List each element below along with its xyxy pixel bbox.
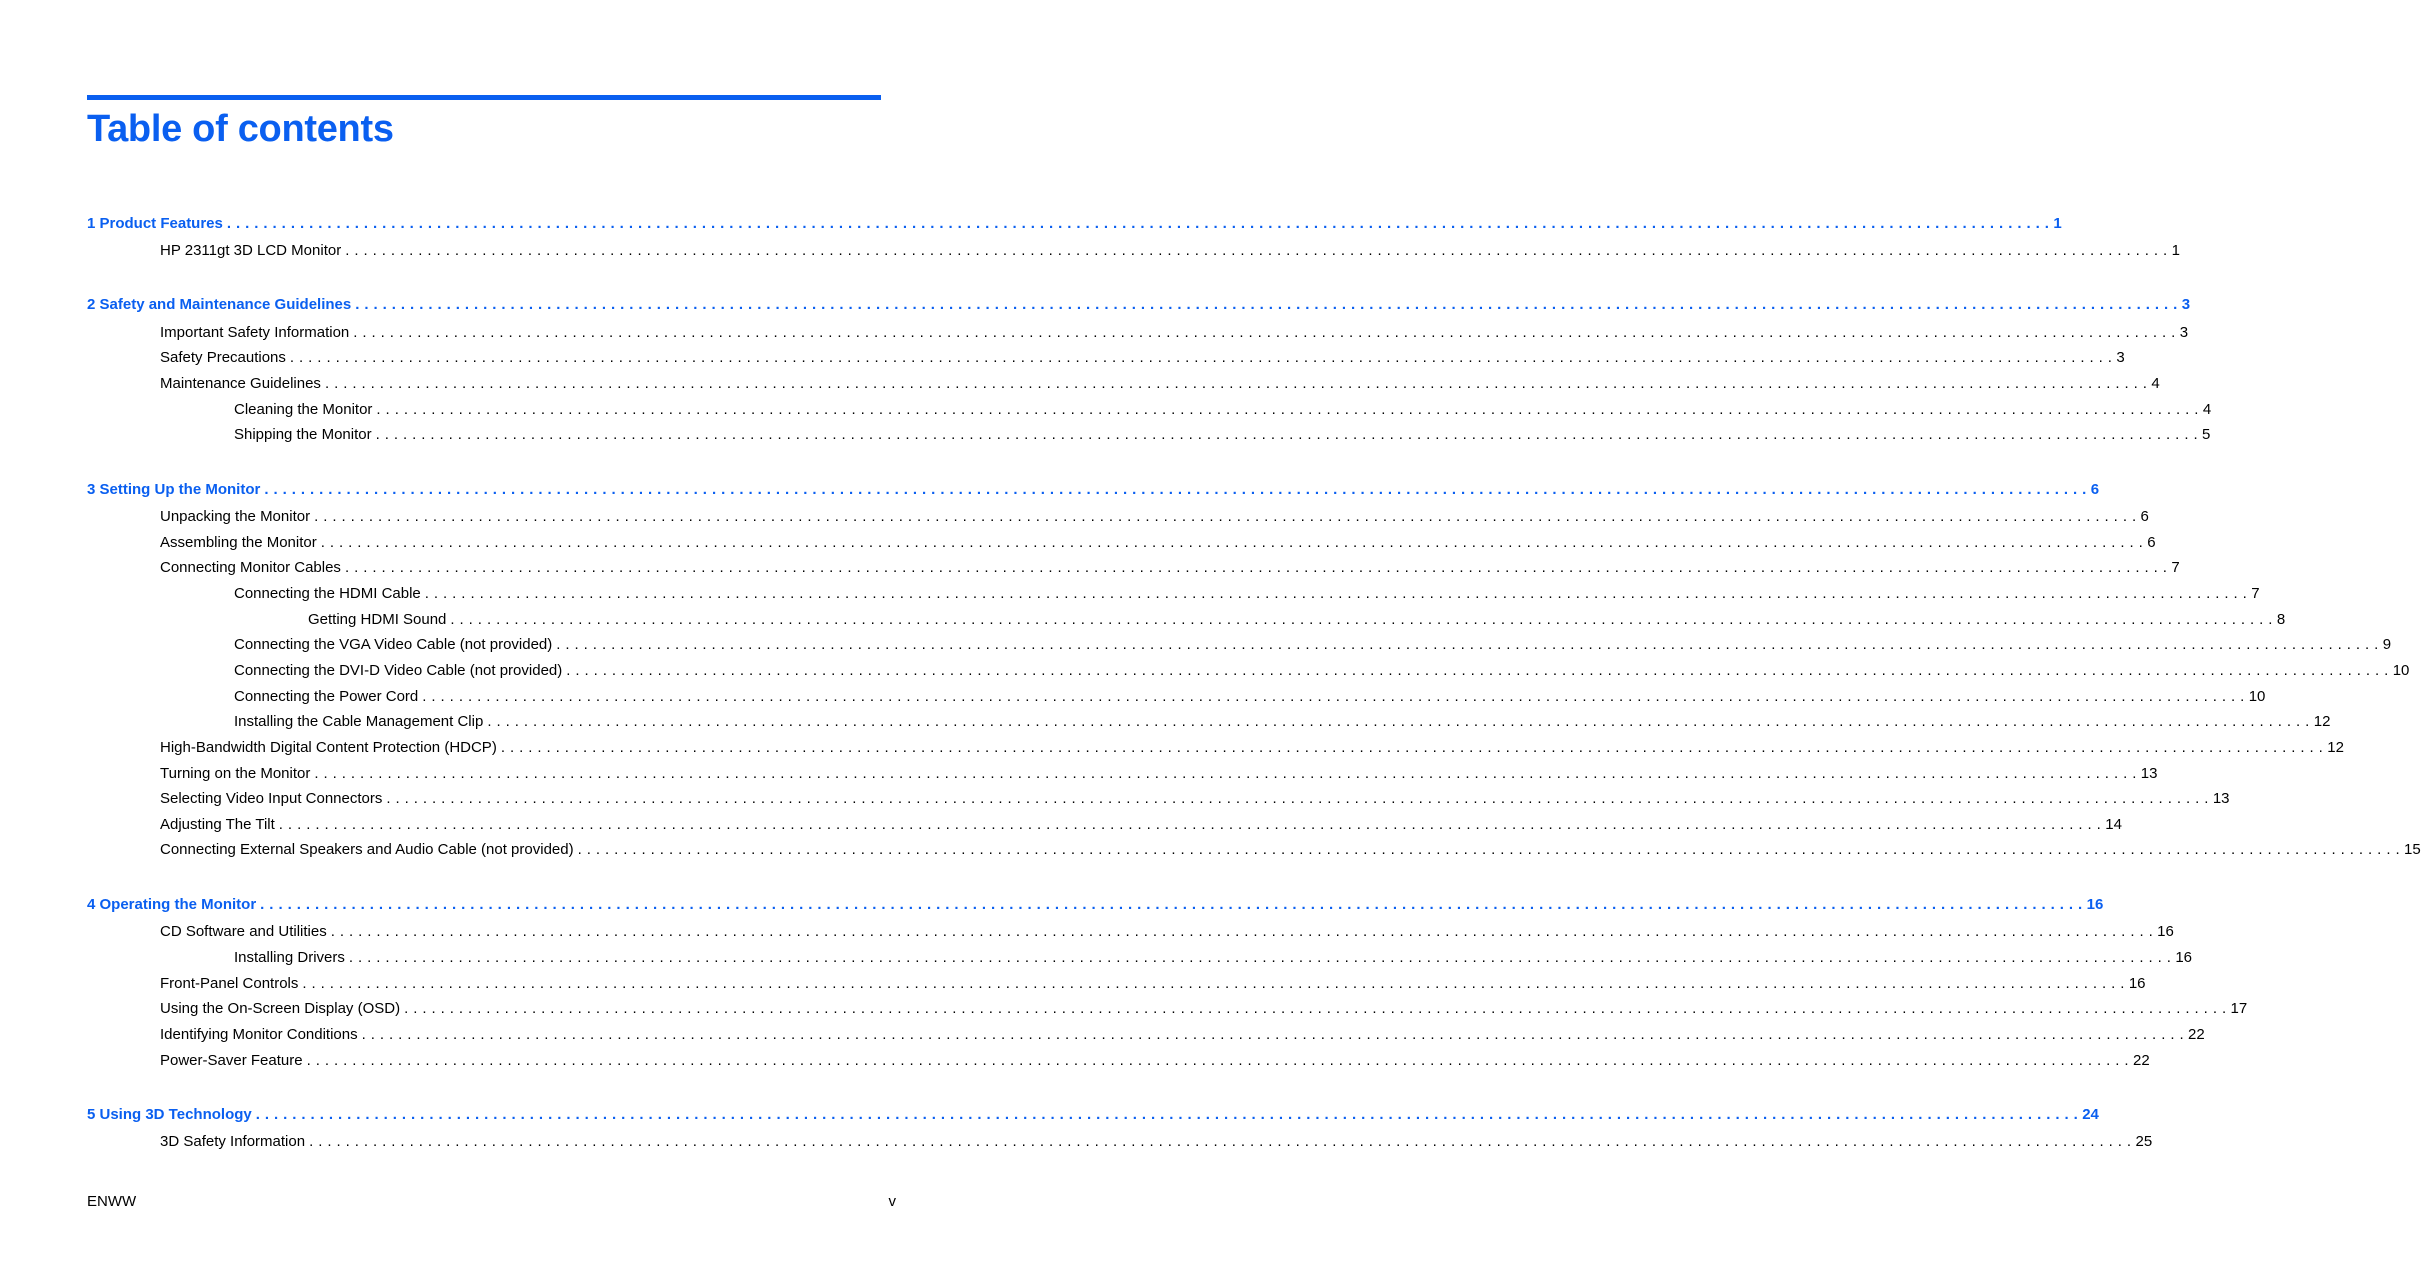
- dot-leader: . . . . . . . . . . . . . . . . . . . . . . . . . . . . . . . . . . . . . . . . . . . . . . . . . . . . . . . . . . . . . . . . . . . . . . . . . . . . . . . . . . . . . . . . . . . . . . . . . . . . . . . . . . . . . . . . . . . . . . . . . . . . . . . . . . . . . . . . . . . . . . . . . . . . . . . . . . . . . . . . . . . . . . . . . . . . . . . . . . . . . . . . . . . . . . . . . . . . . . . .: [353, 324, 2176, 341]
- toc-page-number: 12: [2313, 713, 2331, 730]
- dot-leader: . . . . . . . . . . . . . . . . . . . . . . . . . . . . . . . . . . . . . . . . . . . . . . . . . . . . . . . . . . . . . . . . . . . . . . . . . . . . . . . . . . . . . . . . . . . . . . . . . . . . . . . . . . . . . . . . . . . . . . . . . . . . . . . . . . . . . . . . . . . . . . . . . . . . . . . . . . . . . . . . . . . . . . . . . . . . . . . . . . . . . . . . . . . . . . . . . . . . . . . .: [255, 1106, 2079, 1123]
- toc-entry-label: Connecting External Speakers and Audio Cable (not provided): [160, 841, 574, 858]
- toc-chapter-link[interactable]: [87, 294, 2191, 316]
- dot-leader: . . . . . . . . . . . . . . . . . . . . . . . . . . . . . . . . . . . . . . . . . . . . . . . . . . . . . . . . . . . . . . . . . . . . . . . . . . . . . . . . . . . . . . . . . . . . . . . . . . . . . . . . . . . . . . . . . . . . . . . . . . . . . . . . . . . . . . . . . . . . . . . . . . . . . . . . . . . . . . . . . . . . . . . . . . . . . . . . . . . . . . . . . . . . . . . . . . . . . . . .: [289, 349, 2113, 366]
- toc-entry-label: CD Software and Utilities: [160, 923, 327, 940]
- toc-entry-label: Power-Saver Feature: [160, 1052, 303, 1069]
- toc-entry-link[interactable]: [234, 686, 2266, 708]
- toc-page-number: 6: [2140, 508, 2149, 525]
- toc-entry-label: Connecting the VGA Video Cable (not provided): [234, 636, 553, 653]
- toc-entry-label: Safety Precautions: [160, 349, 286, 366]
- dot-leader: . . . . . . . . . . . . . . . . . . . . . . . . . . . . . . . . . . . . . . . . . . . . . . . . . . . . . . . . . . . . . . . . . . . . . . . . . . . . . . . . . . . . . . . . . . . . . . . . . . . . . . . . . . . . . . . . . . . . . . . . . . . . . . . . . . . . . . . . . . . . . . . . . . . . . . . . . . . . . . . . . . . . . . . . . . . . . . . . . . . . . . . . . . . . . . . . . . . . . . . .: [309, 1133, 2132, 1150]
- toc-entry-link[interactable]: [160, 240, 2180, 262]
- toc-entry-link[interactable]: [234, 399, 2212, 421]
- dot-leader: . . . . . . . . . . . . . . . . . . . . . . . . . . . . . . . . . . . . . . . . . . . . . . . . . . . . . . . . . . . . . . . . . . . . . . . . . . . . . . . . . . . . . . . . . . . . . . . . . . . . . . . . . . . . . . . . . . . . . . . . . . . . . . . . . . . . . . . . . . . . . . . . . . . . . . . . . . . . . . . . . . . . . . . . . . . . . . . . . . . . . . . . . . . . . . . . . . . . . . . .: [386, 790, 2209, 807]
- toc-page-number: 6: [2147, 534, 2156, 551]
- toc-page-number: 12: [2327, 739, 2344, 756]
- toc-page-number: 4: [2151, 375, 2160, 392]
- dot-leader: . . . . . . . . . . . . . . . . . . . . . . . . . . . . . . . . . . . . . . . . . . . . . . . . . . . . . . . . . . . . . . . . . . . . . . . . . . . . . . . . . . . . . . . . . . . . . . . . . . . . . . . . . . . . . . . . . . . . . . . . . . . . . . . . . . . . . . . . . . . . . . . . . . . . . . . . . . . . . . . . . . . . . . . . . . . . . . . . . . . . . . . . . . . . . . . . . . . . . . . .: [566, 662, 2389, 679]
- toc-page-number: 16: [2175, 949, 2192, 966]
- dot-leader: . . . . . . . . . . . . . . . . . . . . . . . . . . . . . . . . . . . . . . . . . . . . . . . . . . . . . . . . . . . . . . . . . . . . . . . . . . . . . . . . . . . . . . . . . . . . . . . . . . . . . . . . . . . . . . . . . . . . . . . . . . . . . . . . . . . . . . . . . . . . . . . . . . . . . . . . . . . . . . . . . . . . . . . . . . . . . . . . . . . . . . . . . . . . . . . . . . . . . . . .: [355, 296, 2178, 313]
- toc-entry-link[interactable]: [160, 921, 2174, 943]
- toc-entry-label: Installing the Cable Management Clip: [234, 713, 484, 730]
- toc-entry-label: Connecting Monitor Cables: [160, 559, 341, 576]
- toc-entry-label: Connecting the DVI-D Video Cable (not provided): [234, 662, 563, 679]
- toc-chapter-link[interactable]: [87, 213, 2062, 235]
- toc-entry-link[interactable]: [160, 1024, 2205, 1046]
- toc-entry-label: Selecting Video Input Connectors: [160, 790, 383, 807]
- toc-page-number: 3: [2179, 324, 2189, 341]
- toc-entry-link[interactable]: [234, 711, 2331, 733]
- toc-page-number: 22: [2133, 1052, 2150, 1069]
- toc-page-number: 7: [2251, 585, 2260, 602]
- dot-leader: . . . . . . . . . . . . . . . . . . . . . . . . . . . . . . . . . . . . . . . . . . . . . . . . . . . . . . . . . . . . . . . . . . . . . . . . . . . . . . . . . . . . . . . . . . . . . . . . . . . . . . . . . . . . . . . . . . . . . . . . . . . . . . . . . . . . . . . . . . . . . . . . . . . . . . . . . . . . . . . . . . . . . . . . . . . . . . . . . . . . . . . . . . . . . . . . . . . . . . . .: [422, 688, 2245, 705]
- toc-entry-link[interactable]: [160, 788, 2230, 810]
- toc-entry-label: 3 Setting Up the Monitor: [87, 481, 261, 498]
- toc-entry-label: 3D Safety Information: [160, 1133, 306, 1150]
- toc-entry-label: Installing Drivers: [234, 949, 345, 966]
- dot-leader: . . . . . . . . . . . . . . . . . . . . . . . . . . . . . . . . . . . . . . . . . . . . . . . . . . . . . . . . . . . . . . . . . . . . . . . . . . . . . . . . . . . . . . . . . . . . . . . . . . . . . . . . . . . . . . . . . . . . . . . . . . . . . . . . . . . . . . . . . . . . . . . . . . . . . . . . . . . . . . . . . . . . . . . . . . . . . . . . . . . . . . . . . . . . . . . . . . . . . . . .: [361, 1026, 2185, 1043]
- toc-entry-link[interactable]: [234, 583, 2260, 605]
- dot-leader: . . . . . . . . . . . . . . . . . . . . . . . . . . . . . . . . . . . . . . . . . . . . . . . . . . . . . . . . . . . . . . . . . . . . . . . . . . . . . . . . . . . . . . . . . . . . . . . . . . . . . . . . . . . . . . . . . . . . . . . . . . . . . . . . . . . . . . . . . . . . . . . . . . . . . . . . . . . . . . . . . . . . . . . . . . . . . . . . . . . . . . . . . . . . . . . . . . . . . . . .: [314, 508, 2137, 525]
- toc-page-number: 3: [2181, 296, 2191, 313]
- toc-chapter-link[interactable]: [87, 479, 2100, 501]
- toc-entry-link[interactable]: [234, 424, 2211, 446]
- dot-leader: . . . . . . . . . . . . . . . . . . . . . . . . . . . . . . . . . . . . . . . . . . . . . . . . . . . . . . . . . . . . . . . . . . . . . . . . . . . . . . . . . . . . . . . . . . . . . . . . . . . . . . . . . . . . . . . . . . . . . . . . . . . . . . . . . . . . . . . . . . . . . . . . . . . . . . . . . . . . . . . . . . . . . . . . . . . . . . . . . . . . . . . . . . . . . . . . . . . . . . . .: [450, 611, 2273, 628]
- dot-leader: . . . . . . . . . . . . . . . . . . . . . . . . . . . . . . . . . . . . . . . . . . . . . . . . . . . . . . . . . . . . . . . . . . . . . . . . . . . . . . . . . . . . . . . . . . . . . . . . . . . . . . . . . . . . . . . . . . . . . . . . . . . . . . . . . . . . . . . . . . . . . . . . . . . . . . . . . . . . . . . . . . . . . . . . . . . . . . . . . . . . . . . . . . . . . . . . . . . . . . . .: [264, 481, 2087, 498]
- toc-entry-label: Turning on the Monitor: [160, 765, 311, 782]
- toc-entry-link[interactable]: [160, 506, 2149, 528]
- toc-page-number: 7: [2171, 559, 2180, 576]
- toc-page-number: 16: [2086, 896, 2104, 913]
- dot-leader: . . . . . . . . . . . . . . . . . . . . . . . . . . . . . . . . . . . . . . . . . . . . . . . . . . . . . . . . . . . . . . . . . . . . . . . . . . . . . . . . . . . . . . . . . . . . . . . . . . . . . . . . . . . . . . . . . . . . . . . . . . . . . . . . . . . . . . . . . . . . . . . . . . . . . . . . . . . . . . . . . . . . . . . . . . . . . . . . . . . . . . . . . . . . . . . . . . . . . . . .: [306, 1052, 2129, 1069]
- toc-entry-link[interactable]: [308, 609, 2286, 631]
- toc-entry-label: Maintenance Guidelines: [160, 375, 321, 392]
- toc-page-number: 25: [2135, 1133, 2153, 1150]
- footer-left: ENWW: [87, 1193, 137, 1210]
- dot-leader: . . . . . . . . . . . . . . . . . . . . . . . . . . . . . . . . . . . . . . . . . . . . . . . . . . . . . . . . . . . . . . . . . . . . . . . . . . . . . . . . . . . . . . . . . . . . . . . . . . . . . . . . . . . . . . . . . . . . . . . . . . . . . . . . . . . . . . . . . . . . . . . . . . . . . . . . . . . . . . . . . . . . . . . . . . . . . . . . . . . . . . . . . . . . . . . . . . . . . . . .: [260, 896, 2083, 913]
- toc-entry-link[interactable]: [160, 373, 2160, 395]
- toc-entry-link[interactable]: [160, 347, 2125, 369]
- toc-chapter-link[interactable]: [87, 1104, 2099, 1126]
- toc-entry-label: High-Bandwidth Digital Content Protection (HDCP): [160, 739, 497, 756]
- toc-page-number: 14: [2105, 816, 2122, 833]
- dot-leader: . . . . . . . . . . . . . . . . . . . . . . . . . . . . . . . . . . . . . . . . . . . . . . . . . . . . . . . . . . . . . . . . . . . . . . . . . . . . . . . . . . . . . . . . . . . . . . . . . . . . . . . . . . . . . . . . . . . . . . . . . . . . . . . . . . . . . . . . . . . . . . . . . . . . . . . . . . . . . . . . . . . . . . . . . . . . . . . . . . . . . . . . . . . . . . . . . . . . . . . .: [376, 401, 2199, 418]
- toc-entry-link[interactable]: [160, 998, 2248, 1020]
- toc-page-number: 4: [2202, 401, 2212, 418]
- toc-entry-label: 1 Product Features: [87, 215, 223, 232]
- page-number: v: [888, 1193, 896, 1210]
- toc-page-number: 17: [2230, 1000, 2248, 1017]
- dot-leader: . . . . . . . . . . . . . . . . . . . . . . . . . . . . . . . . . . . . . . . . . . . . . . . . . . . . . . . . . . . . . . . . . . . . . . . . . . . . . . . . . . . . . . . . . . . . . . . . . . . . . . . . . . . . . . . . . . . . . . . . . . . . . . . . . . . . . . . . . . . . . . . . . . . . . . . . . . . . . . . . . . . . . . . . . . . . . . . . . . . . . . . . . . . . . . . . . . . . . . . .: [345, 242, 2168, 259]
- toc-entry-link[interactable]: [160, 1050, 2150, 1072]
- dot-leader: . . . . . . . . . . . . . . . . . . . . . . . . . . . . . . . . . . . . . . . . . . . . . . . . . . . . . . . . . . . . . . . . . . . . . . . . . . . . . . . . . . . . . . . . . . . . . . . . . . . . . . . . . . . . . . . . . . . . . . . . . . . . . . . . . . . . . . . . . . . . . . . . . . . . . . . . . . . . . . . . . . . . . . . . . . . . . . . . . . . . . . . . . . . . . . . . . . . . . . . .: [330, 923, 2154, 940]
- toc-entry-link[interactable]: [160, 973, 2146, 995]
- dot-leader: . . . . . . . . . . . . . . . . . . . . . . . . . . . . . . . . . . . . . . . . . . . . . . . . . . . . . . . . . . . . . . . . . . . . . . . . . . . . . . . . . . . . . . . . . . . . . . . . . . . . . . . . . . . . . . . . . . . . . . . . . . . . . . . . . . . . . . . . . . . . . . . . . . . . . . . . . . . . . . . . . . . . . . . . . . . . . . . . . . . . . . . . . . . . . . . . . . . . . . . .: [577, 841, 2401, 858]
- toc-entry-link[interactable]: [160, 737, 2344, 759]
- toc-entry-label: Important Safety Information: [160, 324, 350, 341]
- toc-entry-link[interactable]: [234, 947, 2192, 969]
- toc-page-number: 24: [2082, 1106, 2099, 1123]
- toc-page-number: 3: [2116, 349, 2125, 366]
- toc-entry-label: 4 Operating the Monitor: [87, 896, 257, 913]
- toc-entry-label: Identifying Monitor Conditions: [160, 1026, 358, 1043]
- toc-page-number: 5: [2202, 426, 2211, 443]
- toc-entry-link[interactable]: [234, 634, 2392, 656]
- toc-entry-link[interactable]: [160, 814, 2122, 836]
- toc-chapter-link[interactable]: [87, 894, 2104, 916]
- toc-entry-label: Shipping the Monitor: [234, 426, 372, 443]
- dot-leader: . . . . . . . . . . . . . . . . . . . . . . . . . . . . . . . . . . . . . . . . . . . . . . . . . . . . . . . . . . . . . . . . . . . . . . . . . . . . . . . . . . . . . . . . . . . . . . . . . . . . . . . . . . . . . . . . . . . . . . . . . . . . . . . . . . . . . . . . . . . . . . . . . . . . . . . . . . . . . . . . . . . . . . . . . . . . . . . . . . . . . . . . . . . . . . . . . . . . . . . .: [226, 215, 2050, 232]
- toc-entry-label: 5 Using 3D Technology: [87, 1106, 252, 1123]
- toc-entry-link[interactable]: [234, 660, 2410, 682]
- dot-leader: . . . . . . . . . . . . . . . . . . . . . . . . . . . . . . . . . . . . . . . . . . . . . . . . . . . . . . . . . . . . . . . . . . . . . . . . . . . . . . . . . . . . . . . . . . . . . . . . . . . . . . . . . . . . . . . . . . . . . . . . . . . . . . . . . . . . . . . . . . . . . . . . . . . . . . . . . . . . . . . . . . . . . . . . . . . . . . . . . . . . . . . . . . . . . . . . . . . . . . . .: [278, 816, 2102, 833]
- toc-entry-label: Connecting the Power Cord: [234, 688, 419, 705]
- toc-entry-link[interactable]: [160, 763, 2158, 785]
- dot-leader: . . . . . . . . . . . . . . . . . . . . . . . . . . . . . . . . . . . . . . . . . . . . . . . . . . . . . . . . . . . . . . . . . . . . . . . . . . . . . . . . . . . . . . . . . . . . . . . . . . . . . . . . . . . . . . . . . . . . . . . . . . . . . . . . . . . . . . . . . . . . . . . . . . . . . . . . . . . . . . . . . . . . . . . . . . . . . . . . . . . . . . . . . . . . . . . . . . . . . . . .: [556, 636, 2379, 653]
- dot-leader: . . . . . . . . . . . . . . . . . . . . . . . . . . . . . . . . . . . . . . . . . . . . . . . . . . . . . . . . . . . . . . . . . . . . . . . . . . . . . . . . . . . . . . . . . . . . . . . . . . . . . . . . . . . . . . . . . . . . . . . . . . . . . . . . . . . . . . . . . . . . . . . . . . . . . . . . . . . . . . . . . . . . . . . . . . . . . . . . . . . . . . . . . . . . . . . . . . . . . . . .: [348, 949, 2172, 966]
- dot-leader: . . . . . . . . . . . . . . . . . . . . . . . . . . . . . . . . . . . . . . . . . . . . . . . . . . . . . . . . . . . . . . . . . . . . . . . . . . . . . . . . . . . . . . . . . . . . . . . . . . . . . . . . . . . . . . . . . . . . . . . . . . . . . . . . . . . . . . . . . . . . . . . . . . . . . . . . . . . . . . . . . . . . . . . . . . . . . . . . . . . . . . . . . . . . . . . . . . . . . . . .: [404, 1000, 2227, 1017]
- toc-entry-label: Front-Panel Controls: [160, 975, 299, 992]
- toc-page-number: 22: [2188, 1026, 2205, 1043]
- toc-entry-label: Assembling the Monitor: [160, 534, 317, 551]
- toc-page-number: 16: [2128, 975, 2146, 992]
- toc-entry-label: Connecting the HDMI Cable: [234, 585, 421, 602]
- dot-leader: . . . . . . . . . . . . . . . . . . . . . . . . . . . . . . . . . . . . . . . . . . . . . . . . . . . . . . . . . . . . . . . . . . . . . . . . . . . . . . . . . . . . . . . . . . . . . . . . . . . . . . . . . . . . . . . . . . . . . . . . . . . . . . . . . . . . . . . . . . . . . . . . . . . . . . . . . . . . . . . . . . . . . . . . . . . . . . . . . . . . . . . . . . . . . . . . . . . . . . . .: [324, 375, 2148, 392]
- dot-leader: . . . . . . . . . . . . . . . . . . . . . . . . . . . . . . . . . . . . . . . . . . . . . . . . . . . . . . . . . . . . . . . . . . . . . . . . . . . . . . . . . . . . . . . . . . . . . . . . . . . . . . . . . . . . . . . . . . . . . . . . . . . . . . . . . . . . . . . . . . . . . . . . . . . . . . . . . . . . . . . . . . . . . . . . . . . . . . . . . . . . . . . . . . . . . . . . . . . . . . . .: [375, 426, 2199, 443]
- toc-page-number: 16: [2157, 923, 2174, 940]
- toc-entry-link[interactable]: [160, 557, 2180, 579]
- toc-page-number: 13: [2212, 790, 2230, 807]
- dot-leader: . . . . . . . . . . . . . . . . . . . . . . . . . . . . . . . . . . . . . . . . . . . . . . . . . . . . . . . . . . . . . . . . . . . . . . . . . . . . . . . . . . . . . . . . . . . . . . . . . . . . . . . . . . . . . . . . . . . . . . . . . . . . . . . . . . . . . . . . . . . . . . . . . . . . . . . . . . . . . . . . . . . . . . . . . . . . . . . . . . . . . . . . . . . . . . . . . . . . . . . .: [500, 739, 2324, 756]
- toc-page-number: 13: [2140, 765, 2158, 782]
- dot-leader: . . . . . . . . . . . . . . . . . . . . . . . . . . . . . . . . . . . . . . . . . . . . . . . . . . . . . . . . . . . . . . . . . . . . . . . . . . . . . . . . . . . . . . . . . . . . . . . . . . . . . . . . . . . . . . . . . . . . . . . . . . . . . . . . . . . . . . . . . . . . . . . . . . . . . . . . . . . . . . . . . . . . . . . . . . . . . . . . . . . . . . . . . . . . . . . . . . . . . . . .: [424, 585, 2248, 602]
- toc-entry-link[interactable]: [160, 532, 2156, 554]
- toc-entry-label: Getting HDMI Sound: [308, 611, 447, 628]
- dot-leader: . . . . . . . . . . . . . . . . . . . . . . . . . . . . . . . . . . . . . . . . . . . . . . . . . . . . . . . . . . . . . . . . . . . . . . . . . . . . . . . . . . . . . . . . . . . . . . . . . . . . . . . . . . . . . . . . . . . . . . . . . . . . . . . . . . . . . . . . . . . . . . . . . . . . . . . . . . . . . . . . . . . . . . . . . . . . . . . . . . . . . . . . . . . . . . . . . . . . . . . .: [320, 534, 2144, 551]
- toc-entry-link[interactable]: [160, 839, 2421, 861]
- toc-entry-label: Adjusting The Tilt: [160, 816, 275, 833]
- dot-leader: . . . . . . . . . . . . . . . . . . . . . . . . . . . . . . . . . . . . . . . . . . . . . . . . . . . . . . . . . . . . . . . . . . . . . . . . . . . . . . . . . . . . . . . . . . . . . . . . . . . . . . . . . . . . . . . . . . . . . . . . . . . . . . . . . . . . . . . . . . . . . . . . . . . . . . . . . . . . . . . . . . . . . . . . . . . . . . . . . . . . . . . . . . . . . . . . . . . . . . . .: [487, 713, 2310, 730]
- dot-leader: . . . . . . . . . . . . . . . . . . . . . . . . . . . . . . . . . . . . . . . . . . . . . . . . . . . . . . . . . . . . . . . . . . . . . . . . . . . . . . . . . . . . . . . . . . . . . . . . . . . . . . . . . . . . . . . . . . . . . . . . . . . . . . . . . . . . . . . . . . . . . . . . . . . . . . . . . . . . . . . . . . . . . . . . . . . . . . . . . . . . . . . . . . . . . . . . . . . . . . . .: [314, 765, 2137, 782]
- toc-entry-link[interactable]: [160, 322, 2189, 344]
- dot-leader: . . . . . . . . . . . . . . . . . . . . . . . . . . . . . . . . . . . . . . . . . . . . . . . . . . . . . . . . . . . . . . . . . . . . . . . . . . . . . . . . . . . . . . . . . . . . . . . . . . . . . . . . . . . . . . . . . . . . . . . . . . . . . . . . . . . . . . . . . . . . . . . . . . . . . . . . . . . . . . . . . . . . . . . . . . . . . . . . . . . . . . . . . . . . . . . . . . . . . . . .: [344, 559, 2168, 576]
- toc-entry-label: 2 Safety and Maintenance Guidelines: [87, 296, 352, 313]
- page-title: Table of contents: [87, 108, 394, 150]
- toc-page-number: 8: [2276, 611, 2286, 628]
- toc-page-number: 1: [2171, 242, 2180, 259]
- toc-entry-link[interactable]: [160, 1131, 2153, 1153]
- toc-page-number: 10: [2392, 662, 2410, 679]
- toc-entry-label: Using the On-Screen Display (OSD): [160, 1000, 401, 1017]
- toc-page-number: 15: [2404, 841, 2421, 858]
- toc-page-number: 10: [2248, 688, 2266, 705]
- toc-entry-label: HP 2311gt 3D LCD Monitor: [160, 242, 342, 259]
- dot-leader: . . . . . . . . . . . . . . . . . . . . . . . . . . . . . . . . . . . . . . . . . . . . . . . . . . . . . . . . . . . . . . . . . . . . . . . . . . . . . . . . . . . . . . . . . . . . . . . . . . . . . . . . . . . . . . . . . . . . . . . . . . . . . . . . . . . . . . . . . . . . . . . . . . . . . . . . . . . . . . . . . . . . . . . . . . . . . . . . . . . . . . . . . . . . . . . . . . . . . . . .: [302, 975, 2125, 992]
- toc-entry-label: Cleaning the Monitor: [234, 401, 373, 418]
- toc-entry-label: Unpacking the Monitor: [160, 508, 311, 525]
- toc-page-number: 1: [2053, 215, 2062, 232]
- toc-page-number: 9: [2382, 636, 2392, 653]
- toc-page-number: 6: [2090, 481, 2100, 498]
